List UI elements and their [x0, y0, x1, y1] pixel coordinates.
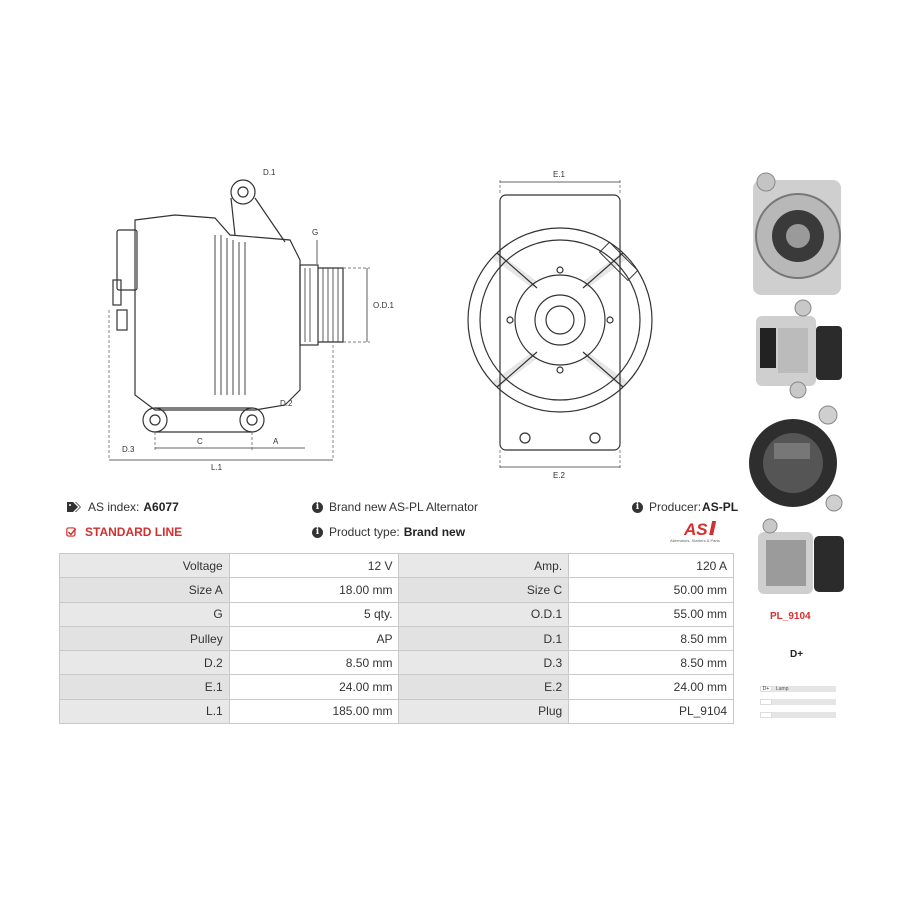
table-row: [60, 675, 734, 699]
spec-value: 24.00 mm: [569, 675, 734, 699]
specs-table: [59, 553, 734, 724]
spec-label: E.1: [60, 675, 230, 699]
label-d1: D.1: [263, 168, 276, 177]
label-od1: O.D.1: [373, 301, 394, 310]
spec-label: Size A: [60, 578, 230, 602]
spec-label: Pulley: [60, 626, 230, 650]
info-icon: i: [312, 502, 323, 513]
label-a: A: [273, 437, 279, 446]
pin-key: [760, 699, 772, 705]
label-l1: L.1: [211, 463, 223, 472]
tags-icon: [66, 501, 82, 513]
pin-legend-row: [760, 686, 836, 692]
label-g: G: [312, 228, 319, 237]
technical-drawing: [95, 160, 655, 480]
plug-name: PL_9104: [770, 611, 811, 622]
spec-label: E.2: [399, 675, 569, 699]
as-index-label: AS index:: [88, 500, 140, 514]
label-e1: E.1: [553, 170, 566, 179]
info-icon: i: [312, 527, 323, 538]
spec-label: D.1: [399, 626, 569, 650]
standard-line-label: STANDARD LINE: [85, 525, 183, 539]
pin-legend-row: [760, 712, 836, 718]
spec-label: Amp.: [399, 554, 569, 578]
table-row: [60, 626, 734, 650]
info-icon: i: [632, 502, 643, 513]
spec-label: G: [60, 602, 230, 626]
description: [312, 500, 478, 514]
table-row: [60, 554, 734, 578]
spec-label: Size C: [399, 578, 569, 602]
product-line: [66, 525, 182, 539]
pin-value: Lamp: [776, 686, 789, 692]
product-photo-rear: [748, 403, 848, 518]
spec-value: 24.00 mm: [229, 675, 399, 699]
spec-label: L.1: [60, 699, 230, 723]
spec-value: 55.00 mm: [569, 602, 734, 626]
label-e2: E.2: [553, 471, 566, 480]
producer-label: Producer:: [649, 500, 702, 514]
spec-value: 8.50 mm: [229, 651, 399, 675]
pin-key: D+: [760, 686, 772, 692]
spec-label: Voltage: [60, 554, 230, 578]
spec-label: Plug: [399, 699, 569, 723]
product-type: [312, 525, 465, 539]
table-row: [60, 578, 734, 602]
spec-value: 8.50 mm: [569, 651, 734, 675]
table-row: [60, 699, 734, 723]
brand-tagline: Alternators, Starters & Parts: [670, 538, 720, 543]
pin-legend: [760, 686, 836, 725]
spec-value: PL_9104: [569, 699, 734, 723]
product-type-value: Brand new: [403, 525, 466, 539]
label-c: C: [197, 437, 203, 446]
check-square-icon: [66, 526, 79, 538]
as-index-value: A6077: [143, 500, 179, 514]
spec-value: 5 qty.: [229, 602, 399, 626]
spec-label: D.2: [60, 651, 230, 675]
product-photo-top: [748, 518, 848, 603]
spec-label: O.D.1: [399, 602, 569, 626]
table-row: [60, 602, 734, 626]
spec-value: 120 A: [569, 554, 734, 578]
spec-value: 185.00 mm: [229, 699, 399, 723]
spec-value: 8.50 mm: [569, 626, 734, 650]
producer: [632, 500, 738, 514]
spec-value: 12 V: [229, 554, 399, 578]
logo-text: AS: [684, 520, 708, 539]
product-type-label: Product type:: [329, 525, 400, 539]
description-text: Brand new AS-PL Alternator: [329, 500, 478, 514]
table-row: [60, 651, 734, 675]
as-index: [66, 500, 179, 514]
spec-value: AP: [229, 626, 399, 650]
product-photo-side: [748, 298, 848, 403]
label-d3: D.3: [122, 445, 135, 454]
spec-value: 18.00 mm: [229, 578, 399, 602]
product-photo-front: [748, 168, 848, 298]
pin-legend-row: [760, 699, 836, 705]
spec-label: D.3: [399, 651, 569, 675]
label-d2: D.2: [280, 399, 293, 408]
plug-pin: D+: [790, 649, 804, 660]
pin-key: [760, 712, 772, 718]
spec-value: 50.00 mm: [569, 578, 734, 602]
producer-value: AS-PL: [702, 500, 739, 514]
